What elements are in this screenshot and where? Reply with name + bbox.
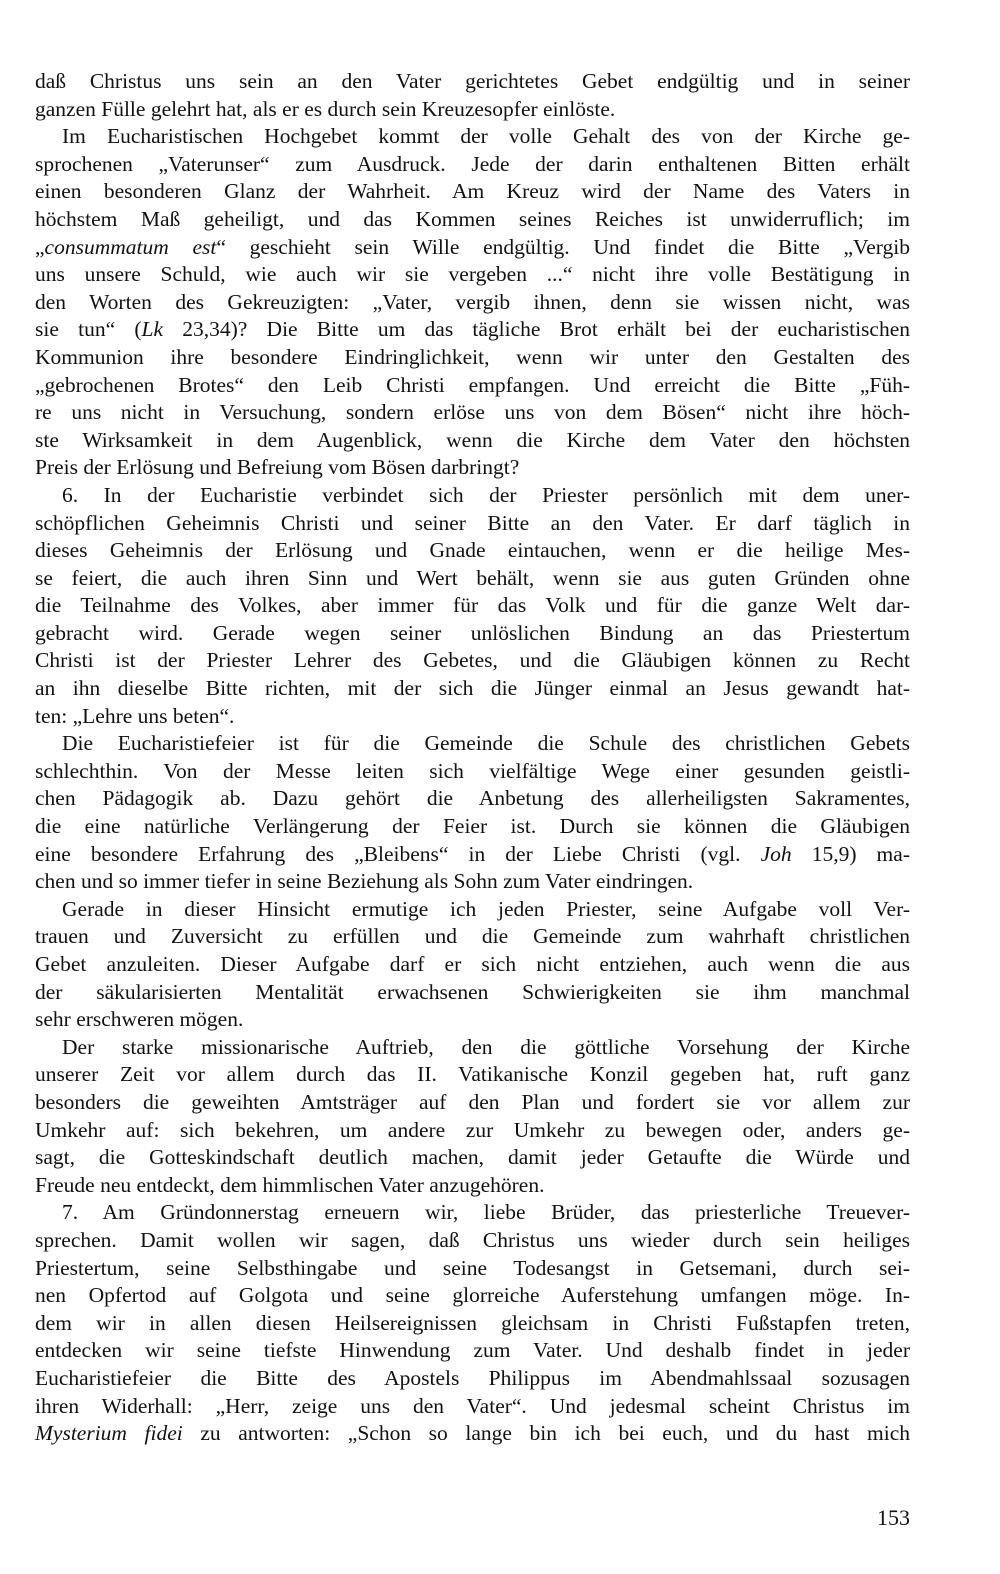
- text-line: sagt, die Gotteskindschaft deutlich machen, damit jeder Getaufte die Würde und: [35, 1145, 910, 1170]
- text-line: den Worten des Gekreuzigten: „Vater, vergib ihnen, denn sie wissen nicht, was: [35, 289, 910, 314]
- text-segment: 15,9) ma-: [791, 841, 910, 866]
- text-line: Eucharistiefeier die Bitte des Apostels Philippus im Abendmahlssaal sozusagen: [35, 1365, 910, 1390]
- text-line: [35, 1420, 910, 1448]
- text-line: einen besonderen Glanz der Wahrheit. Am Kreuz wird der Name des Vaters in: [35, 179, 910, 204]
- text-line: an ihn dieselbe Bitte richten, mit der sich die Jünger einmal an Jesus gewandt hat-: [35, 676, 910, 701]
- text-segment: 23,34)? Die Bitte um das tägliche Brot erhält bei der eucharistischen: [163, 317, 910, 342]
- text-segment: sie tun“ (: [35, 317, 142, 342]
- text-line: se feiert, die auch ihren Sinn und Wert behält, wenn sie aus guten Gründen ohne: [35, 565, 910, 590]
- text-line: [35, 841, 910, 869]
- text-line: Freude neu entdeckt, dem himmlischen Vater anzugehören.: [35, 1172, 545, 1197]
- text-line: schlechthin. Von der Messe leiten sich vielfältige Wege einer gesunden geistli-: [35, 758, 910, 783]
- italic-text: Joh: [760, 841, 792, 866]
- text-line: Der starke missionarische Auftrieb, den die göttliche Vorsehung der Kirche: [62, 1034, 910, 1059]
- text-line: Gebet anzuleiten. Dieser Aufgabe darf er sich nicht entziehen, auch wenn die aus: [35, 952, 910, 976]
- text-segment: zu antworten: „Schon so lange bin ich bei euch, und du hast mich: [182, 1421, 910, 1446]
- text-line: sehr erschweren mögen.: [35, 1007, 244, 1032]
- text-line: uns unsere Schuld, wie auch wir sie vergeben ...“ nicht ihre volle Bestätigung in: [35, 262, 910, 287]
- text-line: schöpflichen Geheimnis Christi und seiner Bitte an den Vater. Er darf täglich in: [35, 510, 910, 535]
- text-line: chen Pädagogik ab. Dazu gehört die Anbetung des allerheiligsten Sakramentes,: [35, 786, 910, 811]
- text-segment: eine besondere Erfahrung des „Bleibens“ in der Liebe Christi (vgl.: [35, 841, 761, 866]
- text-line: höchstem Maß geheiligt, und das Kommen seines Reiches ist unwiderruflich; im: [35, 206, 910, 231]
- text-line: Kommunion ihre besondere Eindringlichkeit, wenn wir unter den Gestalten des: [35, 344, 910, 369]
- text-segment: „: [35, 234, 45, 259]
- text-line: ganzen Fülle gelehrt hat, als er es durch sein Kreuzesopfer einlöste.: [35, 96, 616, 121]
- text-line: chen und so immer tiefer in seine Beziehung als Sohn zum Vater eindringen.: [35, 869, 694, 894]
- text-line: ten: „Lehre uns beten“.: [35, 703, 235, 728]
- text-line: 7. Am Gründonnerstag erneuern wir, liebe Brüder, das priesterliche Treuever-: [62, 1200, 910, 1225]
- text-segment: “ geschieht sein Wille endgültig. Und findet die Bitte „Vergib: [216, 234, 910, 259]
- text-line: re uns nicht in Versuchung, sondern erlöse uns von dem Bösen“ nicht ihre höch-: [35, 400, 910, 425]
- text-line: entdecken wir seine tiefste Hinwendung zum Vater. Und deshalb findet in jeder: [35, 1338, 910, 1363]
- text-line: Priestertum, seine Selbsthingabe und seine Todesangst in Getsemani, durch sei-: [35, 1255, 910, 1280]
- text-line: ste Wirksamkeit in dem Augenblick, wenn die Kirche dem Vater den höchsten: [35, 427, 910, 452]
- text-line: dem wir in allen diesen Heilsereignissen gleichsam in Christi Fußstapfen treten,: [35, 1310, 910, 1335]
- text-line: sprochenen „Vaterunser“ zum Ausdruck. Jede der darin enthaltenen Bitten erhält: [35, 151, 910, 176]
- text-line: dieses Geheimnis der Erlösung und Gnade eintauchen, wenn er die heilige Mes-: [35, 538, 910, 563]
- text-line: Gerade in dieser Hinsicht ermutige ich jeden Priester, seine Aufgabe voll Ver-: [62, 896, 910, 921]
- text-line: [35, 316, 910, 344]
- text-line: die Teilnahme des Volkes, aber immer für das Volk und für die ganze Welt dar-: [35, 593, 910, 618]
- body-text: [35, 68, 910, 1448]
- italic-text: Mysterium fidei: [35, 1421, 183, 1446]
- text-line: unserer Zeit vor allem durch das II. Vatikanische Konzil gegeben hat, ruft ganz: [35, 1062, 910, 1087]
- text-line: Preis der Erlösung und Befreiung vom Bösen darbringt?: [35, 455, 520, 480]
- italic-text: consummatum est: [44, 234, 217, 259]
- italic-text: Lk: [141, 317, 164, 342]
- text-line: gebracht wird. Gerade wegen seiner unlöslichen Bindung an das Priestertum: [35, 620, 910, 645]
- text-line: daß Christus uns sein an den Vater gerichtetes Gebet endgültig und in seiner: [35, 69, 910, 93]
- text-line: die eine natürliche Verlängerung der Feier ist. Durch sie können die Gläubigen: [35, 814, 910, 839]
- text-line: „gebrochenen Brotes“ den Leib Christi empfangen. Und erreicht die Bitte „Füh-: [35, 372, 910, 397]
- text-line: Die Eucharistiefeier ist für die Gemeinde die Schule des christlichen Gebets: [62, 731, 910, 756]
- text-line: nen Opfertod auf Golgota und seine glorreiche Auferstehung umfangen möge. In-: [35, 1283, 910, 1308]
- page-number: 153: [877, 1505, 910, 1530]
- text-line: besonders die geweihten Amtsträger auf den Plan und fordert sie vor allem zur: [35, 1089, 910, 1114]
- text-line: trauen und Zuversicht zu erfüllen und die Gemeinde zum wahrhaft christlichen: [35, 924, 910, 949]
- text-line: sprechen. Damit wollen wir sagen, daß Christus uns wieder durch sein heiliges: [35, 1227, 910, 1252]
- text-line: 6. In der Eucharistie verbindet sich der Priester persönlich mit dem uner-: [62, 482, 910, 507]
- text-line: der säkularisierten Mentalität erwachsenen Schwierigkeiten sie ihm manchmal: [35, 979, 910, 1004]
- text-line: ihren Widerhall: „Herr, zeige uns den Vater“. Und jedesmal scheint Christus im: [35, 1393, 910, 1418]
- text-line: Im Eucharistischen Hochgebet kommt der volle Gehalt des von der Kirche ge-: [62, 124, 910, 149]
- text-line: Umkehr auf: sich bekehren, um andere zur Umkehr zu bewegen oder, anders ge-: [35, 1117, 910, 1142]
- text-line: Christi ist der Priester Lehrer des Gebetes, und die Gläubigen können zu Recht: [35, 648, 910, 673]
- text-line: [35, 234, 910, 262]
